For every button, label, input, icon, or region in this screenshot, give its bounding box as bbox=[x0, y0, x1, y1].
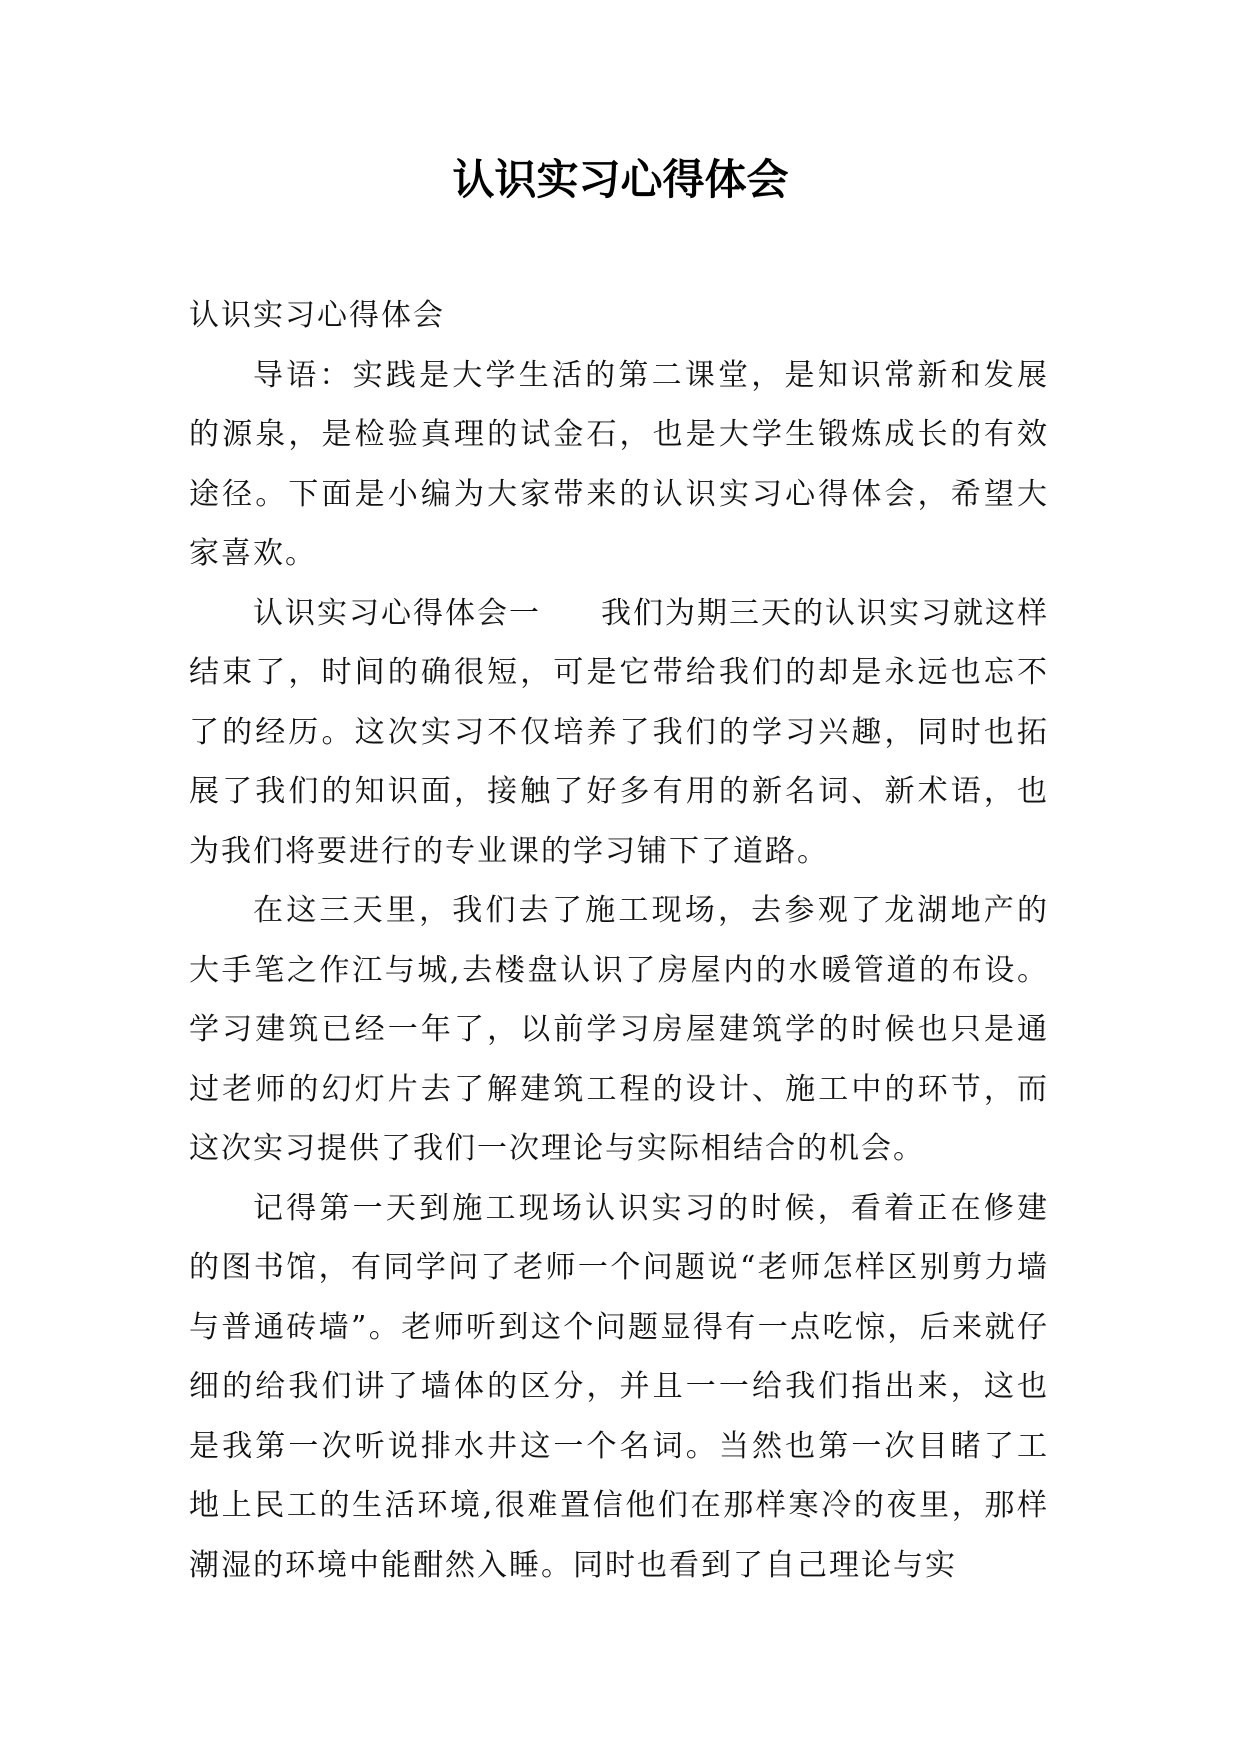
intro-paragraph: 导语：实践是大学生活的第二课堂，是知识常新和发展的源泉，是检验真理的试金石，也是大学生锻炼成长的有效途径。下面是小编为大家带来的认识实习心得体会，希望大家喜欢。 bbox=[189, 357, 1049, 571]
document-title: 认识实习心得体会 bbox=[452, 155, 789, 204]
document-body bbox=[189, 286, 1049, 1595]
section-one-text: 我们为期三天的认识实习就这样结束了，时间的确很短，可是它带给我们的却是永远也忘不了的经历。这次实习不仅培养了我们的学习兴趣，同时也拓展了我们的知识面，接触了好多有用的新名词、新术语，也为我们将要进行的专业课的学习铺下了道路。 bbox=[189, 595, 1049, 869]
section-one-paragraph bbox=[189, 584, 1049, 882]
body-paragraph-first-day: 记得第一天到施工现场认识实习的时候，看着正在修建的图书馆，有同学问了老师一个问题说“老师怎样区别剪力墙与普通砖墙”。老师听到这个问题显得有一点吃惊，后来就仔细的给我们讲了墙体的区分，并且一一给我们指出来，这也是我第一次听说排水井这一个名词。当然也第一次目睹了工地上民工的生活环境,很难置信他们在那样寒冷的夜里，那样潮湿的环境中能酣然入睡。同时也看到了自己理论与实 bbox=[189, 1190, 1049, 1583]
document-subtitle: 认识实习心得体会 bbox=[189, 298, 445, 333]
section-one-heading: 认识实习心得体会一 bbox=[253, 595, 541, 631]
body-paragraph-three-days: 在这三天里，我们去了施工现场，去参观了龙湖地产的大手笔之作江与城,去楼盘认识了房屋内的水暖管道的布设。学习建筑已经一年了，以前学习房屋建筑学的时候也只是通过老师的幻灯片去了解建筑工程的设计、施工中的环节，而这次实习提供了我们一次理论与实际相结合的机会。 bbox=[189, 893, 1049, 1166]
